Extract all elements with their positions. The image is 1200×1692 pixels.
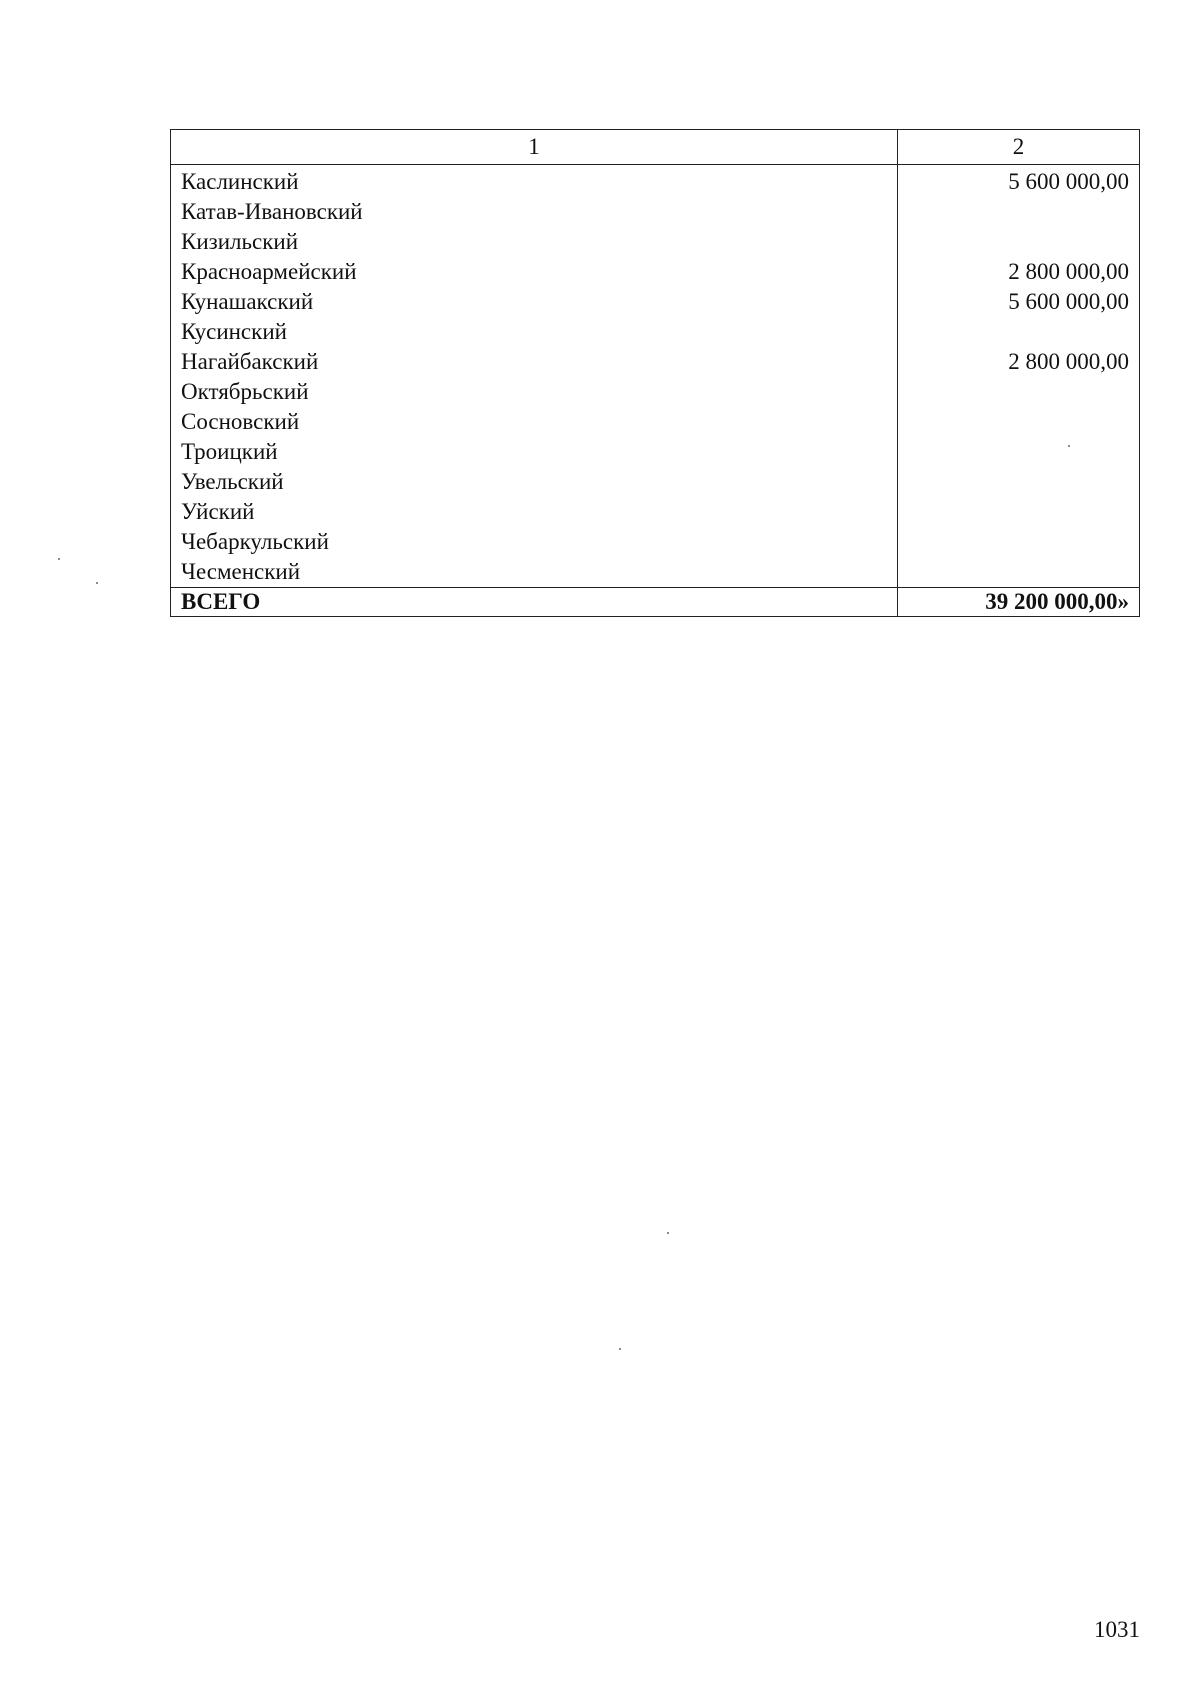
district-name: Нагайбакский — [171, 347, 898, 377]
district-amount — [898, 197, 1140, 227]
table-row — [171, 437, 1140, 467]
table-row — [171, 497, 1140, 527]
district-amount: 2 800 000,00 — [898, 347, 1140, 377]
district-amount — [898, 407, 1140, 437]
table-row — [171, 407, 1140, 437]
district-name: Кунашакский — [171, 287, 898, 317]
scan-speck — [1068, 445, 1070, 447]
district-amount — [898, 527, 1140, 557]
scan-speck — [619, 1348, 621, 1350]
table-row — [171, 377, 1140, 407]
district-name: Увельский — [171, 467, 898, 497]
allocation-table — [170, 129, 1140, 617]
total-label: ВСЕГО — [171, 588, 898, 617]
table-row — [171, 257, 1140, 287]
district-name: Красноармейский — [171, 257, 898, 287]
district-amount: 2 800 000,00 — [898, 257, 1140, 287]
table-row — [171, 527, 1140, 557]
table-row — [171, 165, 1140, 198]
district-name: Чебаркульский — [171, 527, 898, 557]
table-row — [171, 467, 1140, 497]
table-row — [171, 347, 1140, 377]
column-header-1: 1 — [171, 130, 898, 165]
table-row — [171, 317, 1140, 347]
scan-speck — [58, 558, 60, 560]
district-amount — [898, 227, 1140, 257]
table-body — [171, 165, 1140, 617]
district-amount — [898, 377, 1140, 407]
table-row — [171, 197, 1140, 227]
district-name: Октябрьский — [171, 377, 898, 407]
header-row — [171, 130, 1140, 165]
total-amount: 39 200 000,00» — [898, 588, 1140, 617]
district-amount — [898, 437, 1140, 467]
column-header-2: 2 — [898, 130, 1140, 165]
district-amount — [898, 467, 1140, 497]
district-name: Троицкий — [171, 437, 898, 467]
district-amount: 5 600 000,00 — [898, 287, 1140, 317]
page-number: 1031 — [1094, 1617, 1140, 1642]
total-row — [171, 588, 1140, 617]
district-name: Катав-Ивановский — [171, 197, 898, 227]
district-name: Уйский — [171, 497, 898, 527]
district-name: Сосновский — [171, 407, 898, 437]
district-amount — [898, 557, 1140, 588]
scan-speck — [96, 582, 98, 584]
scan-speck — [667, 1232, 669, 1234]
district-amount: 5 600 000,00 — [898, 165, 1140, 198]
table-row — [171, 287, 1140, 317]
district-amount — [898, 317, 1140, 347]
district-name: Кизильский — [171, 227, 898, 257]
district-name: Чесменский — [171, 557, 898, 588]
table-row — [171, 227, 1140, 257]
district-name: Кусинский — [171, 317, 898, 347]
district-amount — [898, 497, 1140, 527]
district-name: Каслинский — [171, 165, 898, 198]
table-row — [171, 557, 1140, 588]
